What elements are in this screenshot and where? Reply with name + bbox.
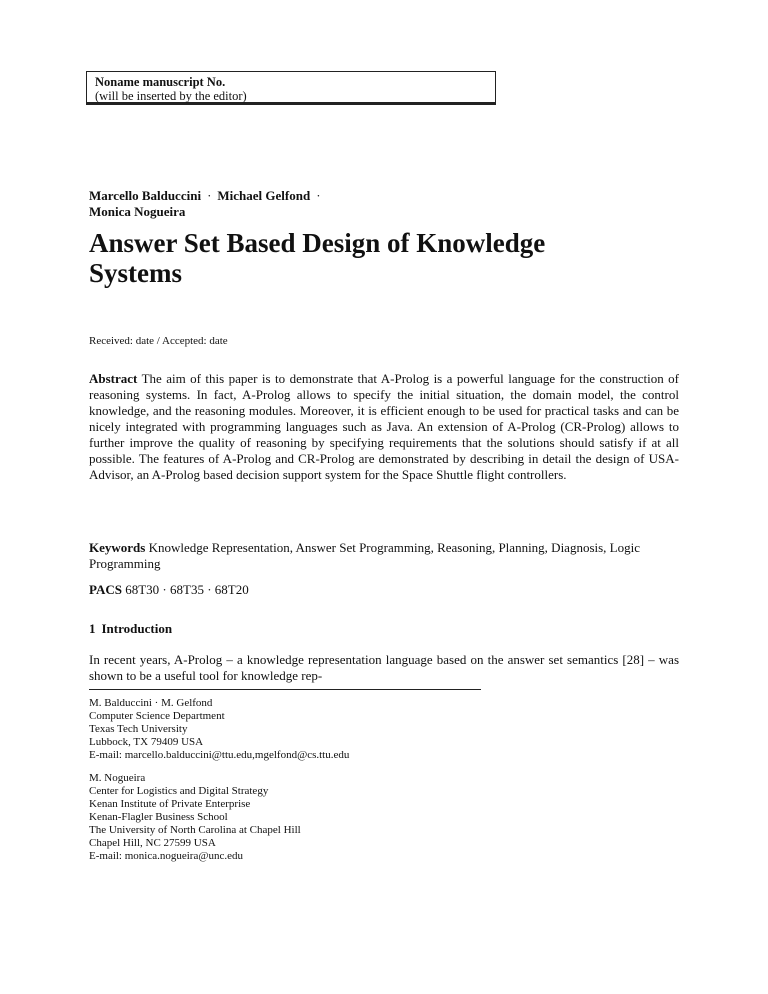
keywords-label: Keywords [89,540,146,555]
intro-paragraph: In recent years, A-Prolog – a knowledge representation language based on the answer set semantics [28] – was shown to be a useful tool for knowledge rep- [89,652,679,683]
affiliation-line: Kenan Institute of Private Enterprise [89,798,251,810]
affiliation-block [89,772,301,863]
editor-note: (will be inserted by the editor) [95,89,247,103]
footnote-divider [89,689,481,690]
affiliation-line: Computer Science Department [89,710,225,722]
author-list [89,188,649,220]
abstract-label: Abstract [89,371,138,386]
section-heading [89,621,172,637]
author-separator: · [207,188,212,203]
affiliation-line: M. Nogueira [89,772,146,784]
manuscript-number-box [86,71,496,103]
keywords-text: Knowledge Representation, Answer Set Programming, Reasoning, Planning, Diagnosis, Logic Programming [89,540,640,571]
affiliation-email: E-mail: monica.nogueira@unc.edu [89,850,243,862]
paper-title: Answer Set Based Design of Knowledge Systems [89,228,546,288]
author-name: Michael Gelfond [217,188,311,203]
pacs [89,582,679,598]
affiliation-line: M. Balduccini · M. Gelfond [89,697,213,709]
affiliation-line: The University of North Carolina at Chapel Hill [89,824,301,836]
affiliation-email: E-mail: marcello.balduccini@ttu.edu,mgelfond@cs.ttu.edu [89,749,350,761]
manuscript-number-label: Noname manuscript No. [95,75,226,89]
author-name: Marcello Balduccini [89,188,202,203]
author-name: Monica Nogueira [89,204,186,219]
affiliation-line: Center for Logistics and Digital Strategy [89,785,269,797]
affiliation-line: Lubbock, TX 79409 USA [89,736,204,748]
keywords [89,540,679,572]
abstract [89,371,679,483]
pacs-label: PACS [89,582,122,597]
pacs-codes: 68T30 · 68T35 · 68T20 [125,582,249,597]
received-date: Received: date / Accepted: date [89,335,228,347]
affiliation-line: Kenan-Flagler Business School [89,811,228,823]
section-number: 1 [89,621,96,636]
affiliation-line: Texas Tech University [89,723,188,735]
affiliation-line: Chapel Hill, NC 27599 USA [89,837,216,849]
author-separator: · [316,188,321,203]
section-title: Introduction [101,621,173,636]
abstract-text: The aim of this paper is to demonstrate that A-Prolog is a powerful language for the construction of reasoning systems. In fact, A-Prolog allows to specify the initial situation, the domain model, the control knowledge, and the reasoning modules. Moreover, it is efficient enough to be used for practical tasks and can be nicely integrated with programming languages such as Java. An extension of A-Prolog (CR-Prolog) allows to further improve the quality of reasoning by specifying requirements that the solutions should satisfy if at all possible. The features of A-Prolog and CR-Prolog are demonstrated by describing in detail the design of USA-Advisor, an A-Prolog based decision support system for the Space Shuttle flight controllers. [89,371,680,482]
affiliation-block [89,697,349,762]
